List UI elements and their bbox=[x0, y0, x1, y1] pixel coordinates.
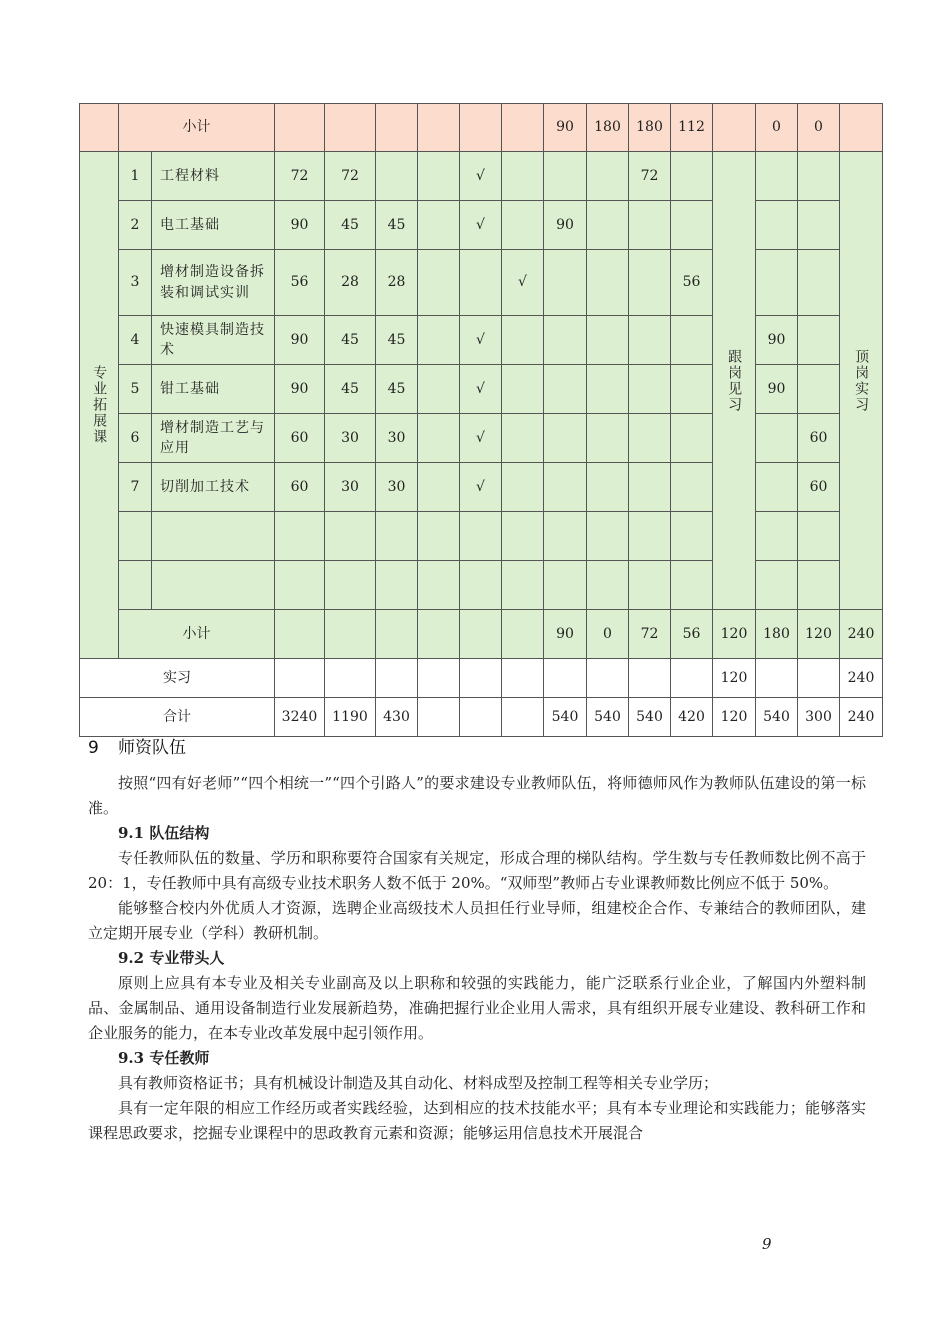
course-name: 电工基础 bbox=[152, 201, 275, 250]
subheading-9-1: 9.1 队伍结构 bbox=[118, 824, 210, 842]
course-row: 专业拓展课 1 工程材料 72 72 √ 72 跟岗见习 顶岗实习 bbox=[80, 152, 883, 201]
paragraph: 原则上应具有本专业及相关专业副高及以上职称和较强的实践能力，能广泛联系行业企业，了解国内外塑料制品、金属制品、通用设备制造行业发展新趋势，准确把握行业企业用人需求，具有组织开展专业建设、教科研工作和企业服务的能力，在本专业改革发展中起引领作用。 bbox=[88, 974, 866, 1042]
subheading-9-2: 9.2 专业带头人 bbox=[118, 949, 225, 967]
course-name: 工程材料 bbox=[152, 152, 275, 201]
subtotal-label: 小计 bbox=[119, 104, 275, 152]
course-name: 增材制造工艺与应用 bbox=[152, 414, 275, 463]
paragraph: 能够整合校内外优质人才资源，选聘企业高级技术人员担任行业导师，组建校企合作、专兼结合的教师团队，建立定期开展专业（学科）教研机制。 bbox=[88, 899, 866, 942]
internship-label: 实习 bbox=[80, 659, 275, 698]
follow-practice-label: 跟岗见习 bbox=[713, 152, 756, 610]
course-row: 5 钳工基础 90 45 45 √ 90 bbox=[80, 365, 883, 414]
body-text bbox=[88, 771, 866, 1146]
paragraph: 按照“四有好老师”“四个相统一”“四个引路人”的要求建设专业教师队伍，将师德师风作为教师队伍建设的第一标准。 bbox=[88, 774, 866, 817]
section-heading bbox=[88, 733, 186, 758]
section-number: 9 bbox=[88, 738, 99, 758]
empty-row bbox=[80, 561, 883, 610]
subtotal-row-top: 小计 90 180 180 112 0 0 bbox=[80, 104, 883, 152]
top-practice-label: 顶岗实习 bbox=[840, 152, 883, 610]
page-number: 9 bbox=[762, 1235, 772, 1253]
course-row: 3 增材制造设备拆装和调试实训 56 28 28 √ 56 bbox=[80, 250, 883, 316]
course-name: 增材制造设备拆装和调试实训 bbox=[152, 250, 275, 316]
section-title: 师资队伍 bbox=[118, 738, 186, 758]
internship-row: 实习 120 240 bbox=[80, 659, 883, 698]
course-row: 7 切削加工技术 60 30 30 √ 60 bbox=[80, 463, 883, 512]
course-row: 2 电工基础 90 45 45 √ 90 bbox=[80, 201, 883, 250]
paragraph: 具有一定年限的相应工作经历或者实践经验，达到相应的技术技能水平；具有本专业理论和实践能力；能够落实课程思政要求，挖掘专业课程中的思政教育元素和资源；能够运用信息技术开展混合 bbox=[88, 1099, 866, 1142]
total-label: 合计 bbox=[80, 698, 275, 737]
course-name: 切削加工技术 bbox=[152, 463, 275, 512]
subtotal-label: 小计 bbox=[119, 610, 275, 659]
curriculum-table bbox=[79, 103, 883, 737]
paragraph: 具有教师资格证书；具有机械设计制造及其自动化、材料成型及控制工程等相关专业学历； bbox=[118, 1074, 719, 1092]
group-label: 专业拓展课 bbox=[80, 152, 119, 659]
subtotal-row-bottom: 小计 90 0 72 56 120 180 120 240 bbox=[80, 610, 883, 659]
course-row: 4 快速模具制造技术 90 45 45 √ 90 bbox=[80, 316, 883, 365]
empty-row bbox=[80, 512, 883, 561]
total-row: 合计 3240 1190 430 540 540 540 420 120 540 300 240 bbox=[80, 698, 883, 737]
course-name: 钳工基础 bbox=[152, 365, 275, 414]
course-row: 6 增材制造工艺与应用 60 30 30 √ 60 bbox=[80, 414, 883, 463]
paragraph: 专任教师队伍的数量、学历和职称要符合国家有关规定，形成合理的梯队结构。学生数与专任教师数比例不高于 20：1，专任教师中具有高级专业技术职务人数不低于 20%。“双师型”教师占专业课教师数比例应不低于 50%。 bbox=[88, 849, 866, 892]
course-name: 快速模具制造技术 bbox=[152, 316, 275, 365]
subheading-9-3: 9.3 专任教师 bbox=[118, 1049, 210, 1067]
